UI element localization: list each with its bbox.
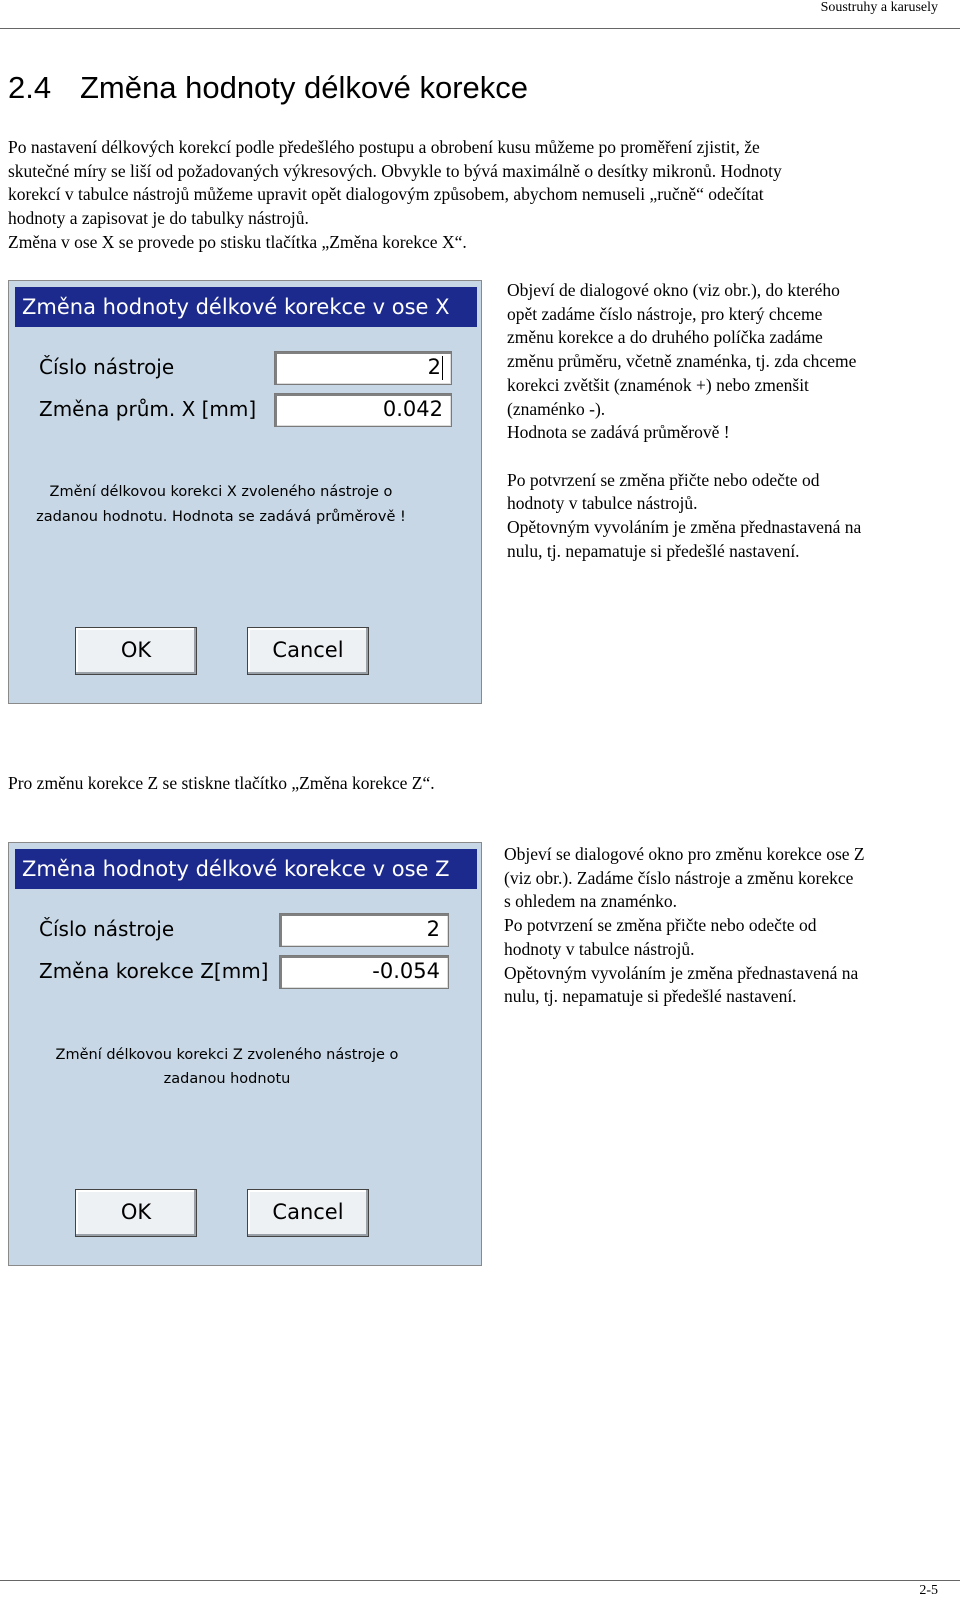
side-x-line-7: Hodnota se zadává průměrově ! bbox=[507, 422, 730, 443]
dialog-x-description bbox=[507, 279, 861, 563]
side-x-line-10: hodnoty v tabulce nástrojů. bbox=[507, 493, 698, 514]
cancel-button[interactable]: Cancel bbox=[247, 1189, 369, 1237]
footer-rule bbox=[0, 1580, 960, 1581]
page-number: 2-5 bbox=[919, 1583, 938, 1598]
dialog-note-line-1: Změní délkovou korekci Z zvoleného nástroje o bbox=[55, 1047, 399, 1063]
cancel-button[interactable]: Cancel bbox=[247, 627, 369, 675]
side-z-line-6: Opětovným vyvoláním je změna přednastavená na bbox=[504, 962, 859, 983]
dialog-z-description bbox=[504, 843, 865, 1009]
side-x-line-12: nulu, tj. nepamatuje si předešlé nastavení. bbox=[507, 540, 800, 561]
side-z-line-2: (viz obr.). Zadáme číslo nástroje a změnu korekce bbox=[504, 867, 854, 888]
side-z-line-1: Objeví se dialogové okno pro změnu korekce ose Z bbox=[504, 844, 865, 864]
diameter-change-input[interactable]: 0.042 bbox=[274, 393, 452, 427]
ok-button[interactable]: OK bbox=[75, 1189, 197, 1237]
dialog-title: Změna hodnoty délkové korekce v ose Z bbox=[15, 849, 477, 889]
side-x-line-6: (znaménko -). bbox=[507, 398, 606, 419]
dialog-note-line-2: zadanou hodnotu. Hodnota se zadává průměrově ! bbox=[36, 509, 406, 525]
dialog-correction-x bbox=[8, 280, 482, 704]
dialog-note-line-1: Změní délkovou korekci X zvoleného nástroje o bbox=[49, 484, 393, 500]
running-header: Soustruhy a karusely bbox=[820, 0, 938, 15]
intro-line-2: skutečné míry se liší od požadovaných výkresových. Obvykle to bývá maximálně o desítky mikronů. Hodnoty bbox=[8, 161, 782, 181]
z-intro: Pro změnu korekce Z se stiskne tlačítko „Změna korekce Z“. bbox=[8, 773, 435, 793]
ok-button[interactable]: OK bbox=[75, 627, 197, 675]
tool-number-label: Číslo nástroje bbox=[39, 917, 175, 941]
tool-number-input[interactable]: 2 bbox=[279, 913, 449, 947]
tool-number-input[interactable] bbox=[274, 351, 452, 385]
header-rule bbox=[0, 28, 960, 29]
dialog-title: Změna hodnoty délkové korekce v ose X bbox=[15, 287, 477, 327]
dialog-correction-z bbox=[8, 842, 482, 1266]
tool-number-label: Číslo nástroje bbox=[39, 355, 175, 379]
side-x-line-2: opět zadáme číslo nástroje, pro který chceme bbox=[507, 303, 823, 324]
dialog-note-line-2: zadanou hodnotu bbox=[163, 1071, 291, 1087]
tool-number-value: 2 bbox=[427, 355, 441, 379]
correction-change-input[interactable]: -0.054 bbox=[279, 955, 449, 989]
side-x-spacer bbox=[507, 445, 861, 469]
diameter-change-label: Změna prům. X [mm] bbox=[39, 397, 257, 421]
section-heading bbox=[8, 70, 528, 106]
side-z-line-7: nulu, tj. nepamatuje si předešlé nastavení. bbox=[504, 986, 797, 1007]
side-x-line-11: Opětovným vyvoláním je změna přednastavená na bbox=[507, 517, 862, 538]
intro-line-1: Po nastavení délkových korekcí podle předešlého postupu a obrobení kusu můžeme po proměření zjistit, že bbox=[8, 137, 760, 157]
side-x-line-4: změnu průměru, včetně znaménka, tj. zda chceme bbox=[507, 351, 857, 372]
intro-line-5: Změna v ose X se provede po stisku tlačítka „Změna korekce X“. bbox=[8, 232, 467, 252]
side-x-line-3: změnu korekce a do druhého políčka zadáme bbox=[507, 327, 823, 348]
side-z-line-5: hodnoty v tabulce nástrojů. bbox=[504, 938, 695, 959]
side-x-line-9: Po potvrzení se změna přičte nebo odečte od bbox=[507, 469, 820, 490]
side-z-line-3: s ohledem na znaménko. bbox=[504, 891, 678, 912]
intro-line-4: hodnoty a zapisovat je do tabulky nástrojů. bbox=[8, 208, 309, 228]
side-x-line-1: Objeví de dialogové okno (viz obr.), do kterého bbox=[507, 280, 840, 300]
side-x-line-5: korekci zvětšit (znaménok +) nebo zmenšit bbox=[507, 374, 809, 395]
section-title: Změna hodnoty délkové korekce bbox=[80, 70, 529, 105]
side-z-line-4: Po potvrzení se změna přičte nebo odečte od bbox=[504, 915, 817, 936]
correction-change-label: Změna korekce Z[mm] bbox=[39, 959, 269, 983]
intro-line-3: korekcí v tabulce nástrojů můžeme upravit opět dialogovým způsobem, abychom nemuseli „ručně“ odečítat bbox=[8, 184, 764, 204]
section-number: 2.4 bbox=[8, 70, 52, 105]
text-cursor bbox=[442, 356, 443, 380]
